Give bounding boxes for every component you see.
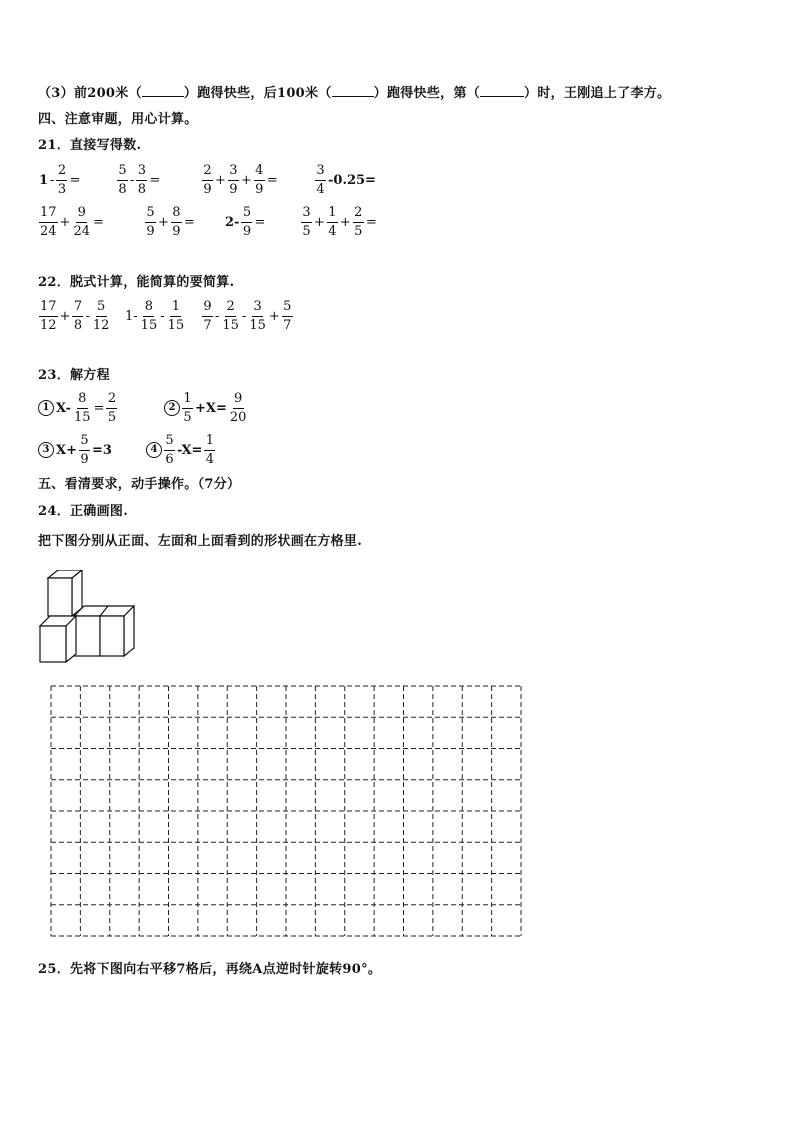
answer-blank-3[interactable] [480, 84, 524, 97]
circled-number: 4 [146, 442, 162, 458]
fraction: $\frac{2}{5}$ [354, 204, 363, 239]
fraction: $\frac{1}{15}$ [167, 298, 185, 333]
fraction: $\frac{4}{9}$ [255, 162, 264, 197]
fraction: $\frac{3}{4}$ [316, 162, 325, 197]
q22-title: 22．脱式计算，能简算的要简算. [38, 275, 235, 290]
section4-title: 四、注意审题，用心计算。 [38, 112, 198, 127]
fraction: $\frac{5}{9}$ [242, 204, 252, 239]
q23-eq-3: 3 X+ $\frac{5}{9}$ =3 [38, 428, 113, 472]
fraction: $\frac{17}{12}$ [40, 298, 57, 333]
q23-eq-1: 1 X- $\frac{8}{15}$ = $\frac{2}{5}$ [38, 386, 118, 430]
q20-part3: （3）前200米（ ）跑得快些，后100米（ ）跑得快些，第（ ）时，王刚追上了李方。 [38, 86, 671, 101]
q21-expr-3: $\frac{2}{9}$ + $\frac{3}{9}$ + $\frac{4}{9}$ = [203, 162, 278, 197]
fraction: $\frac{8}{15}$ [74, 390, 91, 425]
q23-eq-2: 2 $\frac{1}{5}$ +X= $\frac{9}{20}$ [164, 386, 248, 430]
fraction: $\frac{8}{15}$ [140, 298, 158, 333]
q24-title: 24．正确画图. [38, 504, 129, 519]
q21-expr-6: $\frac{5}{9}$ + $\frac{8}{9}$ = [146, 204, 195, 239]
q21-expr-7: 2- $\frac{5}{9}$ = [225, 204, 266, 239]
circled-number: 2 [164, 400, 180, 416]
circled-number: 3 [38, 442, 54, 458]
fraction: $\frac{7}{8}$ [73, 298, 83, 333]
q21-expr-8: $\frac{3}{5}$ + $\frac{1}{4}$ + $\frac{2}{5}$ = [302, 204, 377, 239]
fraction: $\frac{2}{15}$ [222, 298, 239, 333]
circled-number: 1 [38, 400, 54, 416]
fraction: $\frac{9}{20}$ [229, 390, 247, 425]
q23-row1 [38, 386, 758, 430]
q22-expr-2: 1- $\frac{8}{15}$ - $\frac{1}{15}$ [125, 298, 185, 333]
section5-title: 五、看清要求，动手操作。（7分） [38, 477, 241, 492]
q22-expr-1: $\frac{17}{12}$ + $\frac{7}{8}$ - $\frac{5}{12}$ [40, 298, 110, 333]
q23-eq-4: 4 $\frac{5}{6}$ -X= $\frac{1}{4}$ [146, 428, 216, 472]
fraction: $\frac{1}{4}$ [328, 204, 337, 239]
fraction: $\frac{3}{15}$ [249, 298, 266, 333]
fraction: $\frac{1}{5}$ [183, 390, 192, 425]
fraction: $\frac{9}{7}$ [203, 298, 212, 333]
q21-expr-4: $\frac{3}{4}$ -0.25= [316, 162, 376, 197]
answer-blank-2[interactable] [332, 84, 374, 97]
fraction: $\frac{5}{9}$ [80, 432, 89, 467]
fraction: $\frac{9}{24}$ [73, 204, 90, 239]
fraction: $\frac{3}{9}$ [229, 162, 238, 197]
fraction: $\frac{3}{8}$ [137, 162, 147, 197]
q23-row2 [38, 428, 758, 472]
q22-row [38, 294, 758, 338]
q25-title: 25．先将下图向右平移7格后，再绕A点逆时针旋转90°。 [38, 962, 382, 977]
fraction: $\frac{2}{3}$ [57, 162, 67, 197]
q21-expr-5: $\frac{17}{24}$ + $\frac{9}{24}$ = [40, 204, 104, 239]
fraction: $\frac{3}{5}$ [302, 204, 311, 239]
fraction: $\frac{2}{5}$ [107, 390, 117, 425]
fraction: $\frac{1}{4}$ [205, 432, 215, 467]
fraction: $\frac{5}{6}$ [165, 432, 174, 467]
cube-stack-figure [38, 570, 138, 665]
fraction: $\frac{5}{8}$ [118, 162, 127, 197]
q24-instruction: 把下图分别从正面、左面和上面看到的形状画在方格里. [38, 534, 363, 549]
fraction: $\frac{5}{9}$ [146, 204, 155, 239]
fraction: $\frac{5}{12}$ [92, 298, 110, 333]
fraction: $\frac{2}{9}$ [203, 162, 212, 197]
q22-expr-3: $\frac{9}{7}$ - $\frac{2}{15}$ - $\frac{3}{15}$ + $\frac{5}{7}$ [203, 298, 292, 333]
fraction: $\frac{5}{7}$ [283, 298, 292, 333]
q23-title: 23．解方程 [38, 368, 110, 383]
answer-blank-1[interactable] [142, 84, 184, 97]
q21-expr-1: 1 - $\frac{2}{3}$ = [39, 162, 81, 197]
q21-expr-2: $\frac{5}{8}$ - $\frac{3}{8}$ = [118, 162, 161, 197]
q21-title: 21．直接写得数. [38, 138, 142, 153]
q21-row1 [38, 158, 758, 202]
dashed-drawing-grid[interactable] [50, 685, 524, 939]
q21-row2 [38, 200, 758, 244]
fraction: $\frac{17}{24}$ [40, 204, 57, 239]
fraction: $\frac{8}{9}$ [172, 204, 181, 239]
